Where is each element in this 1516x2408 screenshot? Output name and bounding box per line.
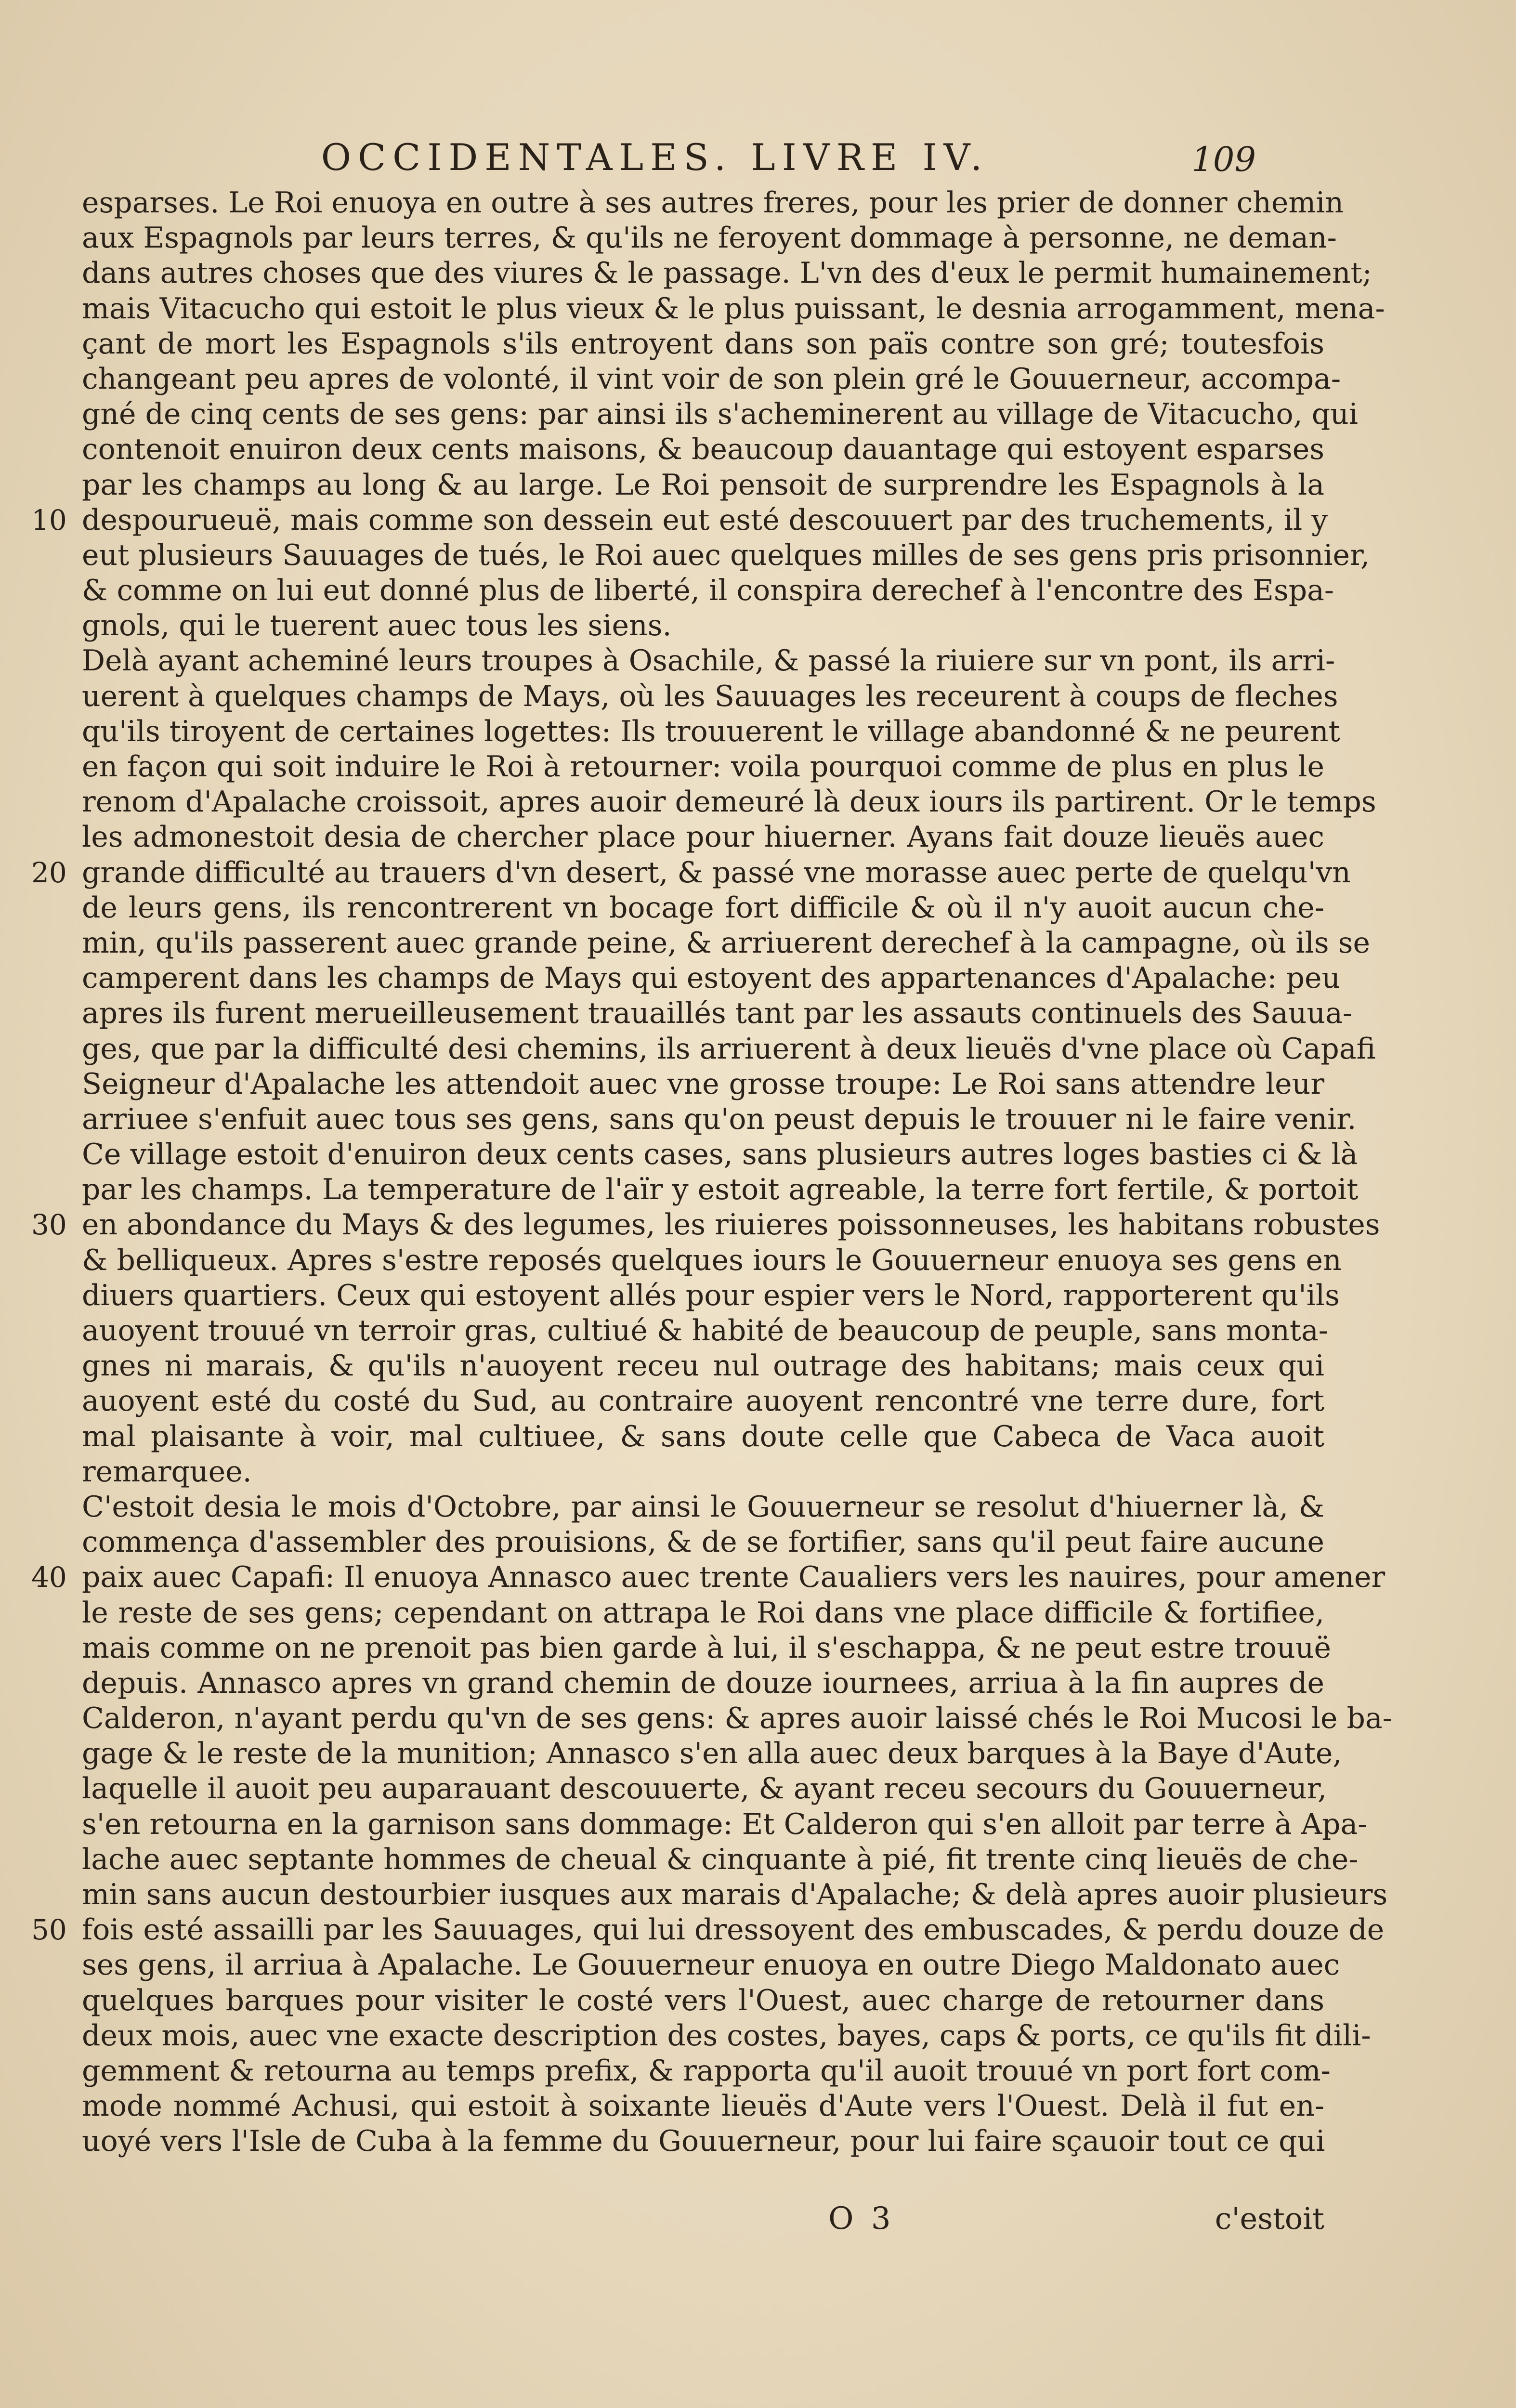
signature-mark: O 3 bbox=[828, 2201, 895, 2237]
text-line bbox=[82, 1102, 1357, 1137]
line-text: esparses. Le Roi enuoya en outre à ses autres freres, pour les prier de donner chemin bbox=[82, 186, 1344, 220]
catchword: c'estoit bbox=[1215, 2201, 1324, 2236]
text-line bbox=[82, 185, 1344, 221]
line-text: eut plusieurs Sauuages de tués, le Roi auec quelques milles de ses gens pris prisonnier, bbox=[82, 538, 1370, 572]
text-line bbox=[82, 1348, 1324, 1384]
margin-line-number: 50 bbox=[31, 1913, 67, 1947]
line-text: en façon qui soit induire le Roi à retourner: voila pourquoi comme de plus en plus le bbox=[82, 750, 1324, 784]
text-line bbox=[82, 890, 1324, 926]
line-text: diuers quartiers. Ceux qui estoyent allés pour espier vers le Nord, rapporterent qu'ils bbox=[82, 1278, 1340, 1312]
text-line bbox=[82, 1278, 1340, 1313]
body-text bbox=[31, 185, 1392, 2159]
margin-line-number: 10 bbox=[31, 503, 67, 537]
line-text: gemment & retourna au temps prefix, & rapporta qu'il auoit trouué vn port fort com- bbox=[82, 2054, 1331, 2088]
line-text: depuis. Annasco apres vn grand chemin de douze iournees, arriua à la fin aupres de bbox=[82, 1666, 1324, 1700]
text-line bbox=[82, 1454, 1324, 1490]
margin-line-number: 30 bbox=[31, 1208, 67, 1242]
text-line bbox=[82, 1067, 1324, 1102]
text-line bbox=[82, 1736, 1342, 1771]
running-head: OCCIDENTALES. LIVRE IV. bbox=[321, 136, 989, 179]
text-line bbox=[82, 820, 1324, 855]
text-line bbox=[82, 1807, 1368, 1842]
line-text: par les champs au long & au large. Le Roi pensoit de surprendre les Espagnols à la bbox=[82, 468, 1324, 502]
line-text: ses gens, il arriua à Apalache. Le Gouuerneur enuoya en outre Diego Maldonato auec bbox=[82, 1948, 1340, 1982]
text-line bbox=[82, 1596, 1324, 1631]
line-text: mal plaisante à voir, mal cultiuee, & sans doute celle que Cabeca de Vaca auoit bbox=[82, 1419, 1324, 1453]
text-line bbox=[31, 1912, 1385, 1948]
line-text: gnols, qui le tuerent auec tous les siens. bbox=[82, 609, 672, 643]
line-text: s'en retourna en la garnison sans dommage: Et Calderon qui s'en alloit par terre à Apa- bbox=[82, 1807, 1368, 1841]
line-text: C'estoit desia le mois d'Octobre, par ainsi le Gouuerneur se resolut d'hiuerner là, & bbox=[82, 1490, 1324, 1524]
line-text: renom d'Apalache croissoit, apres auoir demeuré là deux iours ils partirent. Or le temps bbox=[82, 785, 1376, 819]
line-text: apres ils furent merueilleusement trauaillés tant par les assauts continuels des Sauua- bbox=[82, 996, 1353, 1031]
text-line bbox=[82, 714, 1340, 749]
text-line bbox=[82, 1948, 1340, 1983]
page-number: 109 bbox=[1191, 140, 1256, 179]
text-line bbox=[82, 1490, 1324, 1525]
line-text: Calderon, n'ayant perdu qu'vn de ses gens: & apres auoir laissé chés le Roi Mucosi le ba- bbox=[82, 1701, 1392, 1736]
text-line bbox=[82, 1631, 1331, 1666]
text-line bbox=[82, 643, 1335, 679]
text-line bbox=[82, 679, 1338, 714]
text-line bbox=[82, 327, 1324, 362]
line-text: quelques barques pour visiter le costé vers l'Ouest, auec charge de retourner dans bbox=[82, 1983, 1324, 2017]
text-line bbox=[82, 362, 1341, 397]
line-text: & comme on lui eut donné plus de liberté, il conspira derechef à l'encontre des Espa- bbox=[82, 574, 1334, 608]
line-text: remarquee. bbox=[82, 1454, 252, 1489]
text-line bbox=[82, 1313, 1328, 1348]
line-text: gage & le reste de la munition; Annasco s'en alla auec deux barques à la Baye d'Aute, bbox=[82, 1737, 1342, 1771]
text-line bbox=[82, 1243, 1342, 1278]
text-line bbox=[31, 503, 1328, 538]
line-text: de leurs gens, ils rencontrerent vn bocage fort difficile & où il n'y auoit aucun che- bbox=[82, 890, 1324, 925]
line-text: auoyent trouué vn terroir gras, cultiué & habité de beaucoup de peuple, sans monta- bbox=[82, 1314, 1328, 1348]
text-line bbox=[82, 291, 1385, 327]
line-text: uerent à quelques champs de Mays, où les Sauuages les receurent à coups de fleches bbox=[82, 679, 1338, 713]
line-text: qu'ils tiroyent de certaines logettes: Ils trouuerent le village abandonné & ne peurent bbox=[82, 714, 1340, 748]
line-text: & belliqueux. Apres s'estre reposés quelques iours le Gouuerneur enuoya ses gens en bbox=[82, 1243, 1342, 1277]
text-line bbox=[82, 1137, 1358, 1172]
text-line bbox=[82, 468, 1324, 503]
line-text: dans autres choses que des viures & le passage. L'vn des d'eux le permit humainement; bbox=[82, 256, 1372, 290]
line-text: mais Vitacucho qui estoit le plus vieux & le plus puissant, le desnia arrogamment, mena- bbox=[82, 291, 1385, 326]
text-line bbox=[82, 1842, 1359, 1877]
line-text: en abondance du Mays & des legumes, les riuieres poissonneuses, les habitans robustes bbox=[82, 1208, 1380, 1242]
text-line bbox=[82, 785, 1376, 820]
text-line bbox=[82, 1666, 1324, 1701]
text-line bbox=[82, 1384, 1324, 1419]
line-text: grande difficulté au trauers d'vn desert, & passé vne morasse auec perte de quelqu'vn bbox=[82, 855, 1351, 890]
text-line bbox=[82, 573, 1334, 608]
text-line bbox=[82, 749, 1324, 785]
text-line bbox=[82, 996, 1353, 1031]
line-text: commença d'assembler des prouisions, & de se fortifier, sans qu'il peut faire aucune bbox=[82, 1525, 1324, 1559]
line-text: gnes ni marais, & qu'ils n'auoyent receu nul outrage des habitans; mais ceux qui bbox=[82, 1349, 1324, 1383]
text-line bbox=[82, 397, 1358, 432]
line-text: par les champs. La temperature de l'aïr y estoit agreable, la terre fort fertile, & portoit bbox=[82, 1173, 1359, 1207]
text-line bbox=[82, 256, 1372, 291]
text-line bbox=[82, 1983, 1324, 2018]
text-line bbox=[82, 1172, 1359, 1207]
text-line bbox=[31, 1560, 1385, 1595]
line-text: despourueuë, mais comme son dessein eut esté descouuert par des truchements, il y bbox=[82, 503, 1328, 537]
line-text: çant de mort les Espagnols s'ils entroyent dans son païs contre son gré; toutesfois bbox=[82, 327, 1324, 361]
line-text: lache auec septante hommes de cheual & cinquante à pié, fit trente cinq lieuës de che- bbox=[82, 1842, 1359, 1876]
line-text: min sans aucun destourbier iusques aux marais d'Apalache; & delà apres auoir plusieurs bbox=[82, 1878, 1388, 1911]
line-text: laquelle il auoit peu auparauant descouuerte, & ayant receu secours du Gouuerneur, bbox=[82, 1772, 1327, 1806]
line-text: mais comme on ne prenoit pas bien garde à lui, il s'eschappa, & ne peut estre trouuë bbox=[82, 1631, 1331, 1665]
line-text: auoyent esté du costé du Sud, au contraire auoyent rencontré vne terre dure, fort bbox=[82, 1384, 1324, 1418]
text-line bbox=[82, 2054, 1331, 2089]
line-text: aux Espagnols par leurs terres, & qu'ils ne feroyent dommage à personne, ne deman- bbox=[82, 221, 1337, 255]
text-line bbox=[82, 1701, 1392, 1736]
text-line bbox=[82, 538, 1370, 573]
text-line bbox=[82, 1032, 1376, 1067]
line-text: gné de cinq cents de ses gens: par ainsi ils s'acheminerent au village de Vitacucho, qui bbox=[82, 397, 1358, 432]
line-text: uoyé vers l'Isle de Cuba à la femme du Gouuerneur, pour lui faire sçauoir tout ce qui bbox=[82, 2124, 1325, 2159]
margin-line-number: 40 bbox=[31, 1561, 67, 1594]
line-text: les admonestoit desia de chercher place pour hiuerner. Ayans fait douze lieuës auec bbox=[82, 820, 1324, 854]
text-line bbox=[82, 2018, 1371, 2054]
text-line bbox=[82, 1771, 1327, 1806]
text-line bbox=[82, 1525, 1324, 1560]
line-text: arriuee s'enfuit auec tous ses gens, sans qu'on peust depuis le trouuer ni le faire venir. bbox=[82, 1102, 1357, 1136]
line-text: mode nommé Achusi, qui estoit à soixante lieuës d'Aute vers l'Ouest. Delà il fut en- bbox=[82, 2089, 1324, 2123]
text-line bbox=[82, 2124, 1324, 2159]
line-text: Delà ayant acheminé leurs troupes à Osachile, & passé la riuiere sur vn pont, ils arri- bbox=[82, 644, 1335, 678]
line-text: ges, que par la difficulté desi chemins, ils arriuerent à deux lieuës d'vne place où Capafi bbox=[82, 1032, 1376, 1066]
line-text: min, qu'ils passerent auec grande peine, & arriuerent derechef à la campagne, où ils se bbox=[82, 926, 1370, 960]
text-line bbox=[31, 1207, 1380, 1243]
text-line bbox=[82, 1877, 1388, 1912]
text-line bbox=[31, 855, 1351, 890]
line-text: Seigneur d'Apalache les attendoit auec vne grosse troupe: Le Roi sans attendre leur bbox=[82, 1067, 1324, 1101]
line-text: contenoit enuiron deux cents maisons, & beaucoup dauantage qui estoyent esparses bbox=[82, 432, 1324, 467]
line-text: camperent dans les champs de Mays qui estoyent des appartenances d'Apalache: peu bbox=[82, 961, 1341, 995]
text-line bbox=[82, 1419, 1324, 1454]
text-line bbox=[82, 221, 1337, 256]
margin-line-number: 20 bbox=[31, 856, 67, 889]
text-line bbox=[82, 608, 1324, 643]
text-line bbox=[82, 432, 1324, 467]
page-footer bbox=[82, 2201, 1324, 2239]
text-line bbox=[82, 961, 1341, 996]
text-line bbox=[82, 2089, 1324, 2124]
line-text: Ce village estoit d'enuiron deux cents cases, sans plusieurs autres loges basties ci & là bbox=[82, 1138, 1358, 1172]
line-text: paix auec Capafi: Il enuoya Annasco auec trente Caualiers vers les nauires, pour amener bbox=[82, 1560, 1385, 1595]
line-text: le reste de ses gens; cependant on attrapa le Roi dans vne place difficile & fortifiee, bbox=[82, 1596, 1324, 1630]
line-text: changeant peu apres de volonté, il vint voir de son plein gré le Gouuerneur, accompa- bbox=[82, 362, 1341, 396]
line-text: fois esté assailli par les Sauuages, qui lui dressoyent des embuscades, & perdu douze de bbox=[82, 1913, 1385, 1947]
text-line bbox=[82, 926, 1370, 961]
line-text: deux mois, auec vne exacte description des costes, bayes, caps & ports, ce qu'ils fit dili- bbox=[82, 2018, 1371, 2053]
